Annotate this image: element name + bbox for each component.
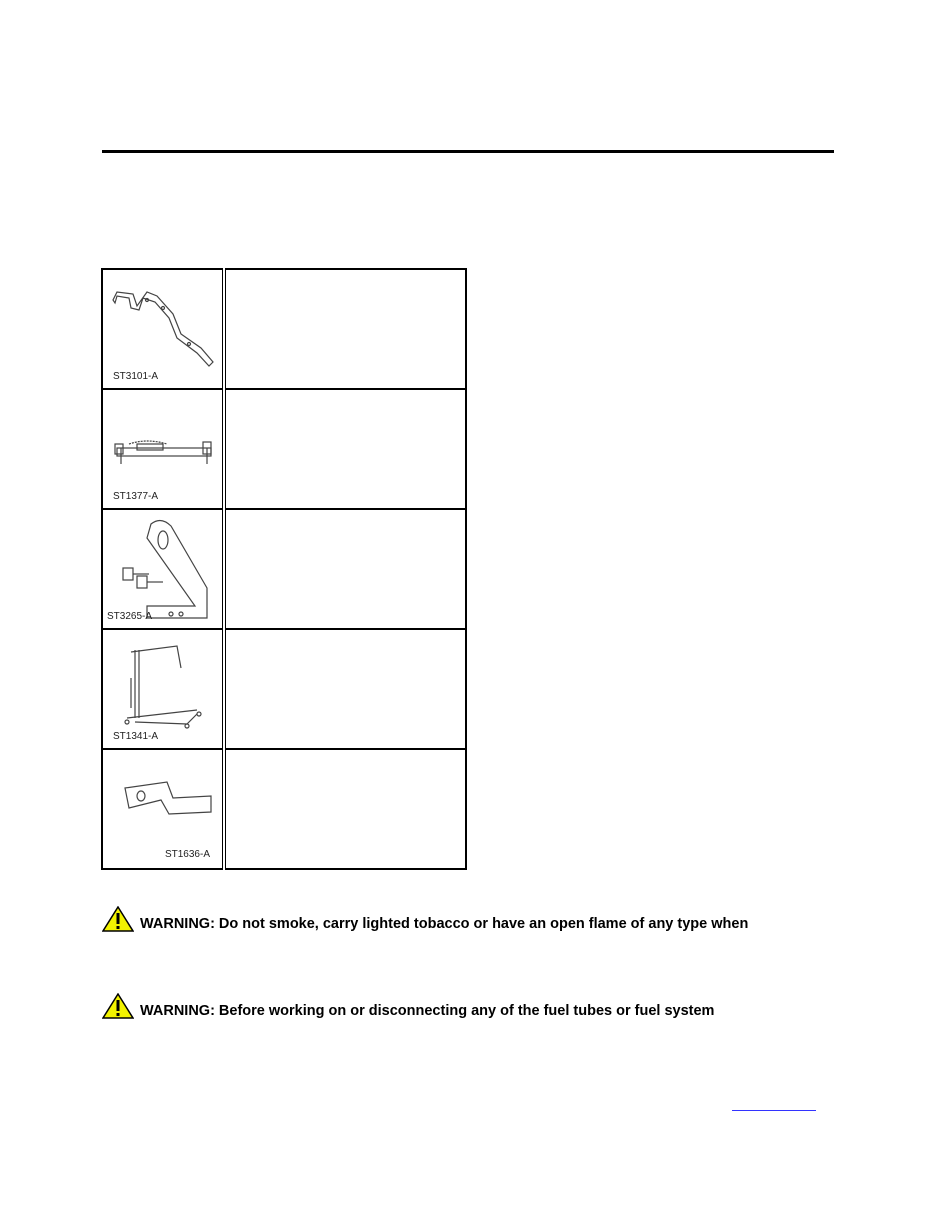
tool-image-cell [102,269,224,389]
special-tools-table [101,268,467,870]
warning-triangle-icon [102,906,134,932]
tool-description-cell [224,629,466,749]
tool-label: ST1341-A [113,731,159,742]
tool-image-cell [102,389,224,509]
tool-description-cell [224,389,466,509]
engine-crane-icon [107,638,219,733]
table-row [102,629,466,749]
tool-description-cell [224,269,466,389]
table-row [102,749,466,869]
lifting-bracket-icon [107,518,219,623]
warning-text: WARNING: Do not smoke, carry lighted tobacco or have an open flame of any type when [140,916,749,932]
hyperlink-underline[interactable] [732,1110,816,1111]
table-row [102,509,466,629]
header-rule [102,150,834,153]
tool-description-cell [224,749,466,869]
tool-image-cell [102,749,224,869]
warning-fire [102,906,748,932]
tool-label: ST1636-A [164,849,210,860]
warning-triangle-icon [102,993,134,1019]
tool-image-cell [102,509,224,629]
engine-support-bar-icon [107,398,219,488]
warning-fuel-system [102,993,714,1019]
table-row [102,269,466,389]
tool-image-cell [102,629,224,749]
tool-description-cell [224,509,466,629]
tool-label: ST1377-A [113,491,159,502]
offset-bracket-icon [107,758,219,838]
tool-label: ST3101-A [113,371,159,382]
table-row [102,389,466,509]
warning-text: WARNING: Before working on or disconnecting any of the fuel tubes or fuel system [140,1003,715,1019]
tool-label: ST3265-A [107,611,153,622]
bracket-tool-icon [107,278,219,368]
